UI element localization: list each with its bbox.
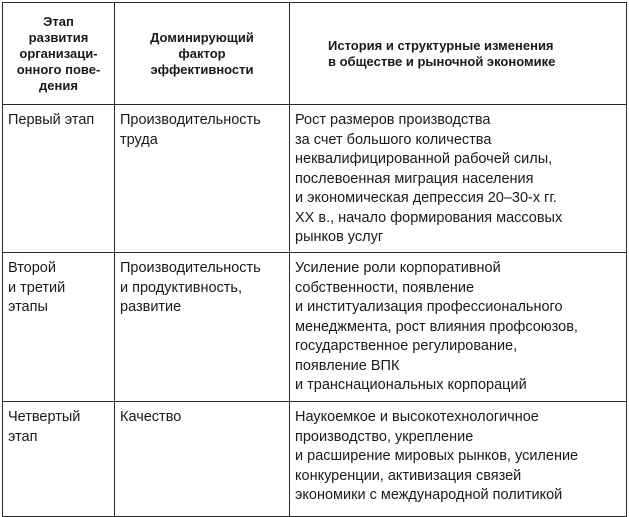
- cell-line: и институализация профессионального: [295, 299, 563, 315]
- stages-table: [2, 2, 627, 517]
- cell-line: за счет большого количества: [295, 131, 492, 148]
- cell-factor: [115, 402, 290, 517]
- cell-line: рынков услуг: [295, 229, 384, 245]
- header-stage: [3, 3, 115, 105]
- cell-factor: [115, 105, 290, 253]
- cell-line: и третий: [8, 279, 66, 296]
- cell-line: Второй: [8, 260, 56, 276]
- cell-line: труда: [120, 131, 158, 148]
- cell-line: XX в., начало формирования массовых: [295, 209, 563, 226]
- header-line: онного пове-: [16, 61, 101, 77]
- cell-line: государственное регулирование,: [295, 338, 518, 354]
- table-row: [3, 253, 627, 402]
- cell-line: и экономическая депрессия 20–30-х гг.: [295, 190, 557, 206]
- header-row: [3, 3, 627, 105]
- cell-line: Первый этап: [8, 112, 95, 128]
- cell-line: Производительность: [120, 260, 261, 276]
- table-row: [3, 105, 627, 253]
- table-row: [3, 402, 627, 517]
- header-line: Доминирующий: [150, 29, 254, 45]
- header-line: Этап: [43, 13, 74, 29]
- cell-history: [290, 253, 627, 402]
- cell-line: Усиление роли корпоративной: [295, 260, 501, 276]
- cell-line: Качество: [120, 409, 182, 425]
- header-line: фактор: [178, 45, 226, 61]
- header-line: дения: [39, 77, 78, 93]
- header-line: в обществе и рыночной экономике: [328, 53, 556, 69]
- cell-line: собственности, появление: [295, 279, 475, 296]
- cell-line: Производительность: [120, 112, 261, 128]
- header-line: развития: [28, 29, 89, 45]
- cell-line: этапы: [8, 299, 48, 315]
- cell-line: Наукоемкое и высокотехнологичное: [295, 409, 539, 425]
- header-factor: [115, 3, 290, 105]
- cell-line: и продуктивность,: [120, 279, 242, 296]
- cell-stage: [3, 105, 115, 253]
- cell-line: появление ВПК: [295, 357, 400, 374]
- header-line: эффективности: [150, 61, 254, 77]
- cell-line: развитие: [120, 299, 182, 315]
- header-line: организаци-: [19, 45, 98, 61]
- cell-line: конкуренции, активизация связей: [295, 467, 522, 484]
- cell-line: менеджмента, рост влияния профсоюзов,: [295, 318, 578, 335]
- cell-line: этап: [8, 428, 38, 445]
- cell-history: [290, 402, 627, 517]
- cell-history: [290, 105, 627, 253]
- cell-line: неквалифицированной рабочей силы,: [295, 151, 553, 167]
- cell-line: Четвертый: [8, 409, 81, 425]
- cell-line: Рост размеров производства: [295, 112, 491, 128]
- cell-stage: [3, 402, 115, 517]
- cell-line: производство, укрепление: [295, 428, 474, 445]
- cell-line: экономики с международной политикой: [295, 487, 563, 503]
- header-line: История и структурные изменения: [328, 37, 554, 53]
- cell-line: послевоенная миграция населения: [295, 170, 534, 187]
- header-history: [290, 3, 627, 105]
- cell-line: и транснациональных корпораций: [295, 377, 527, 393]
- cell-stage: [3, 253, 115, 402]
- cell-line: и расширение мировых рынков, усиление: [295, 448, 579, 464]
- cell-factor: [115, 253, 290, 402]
